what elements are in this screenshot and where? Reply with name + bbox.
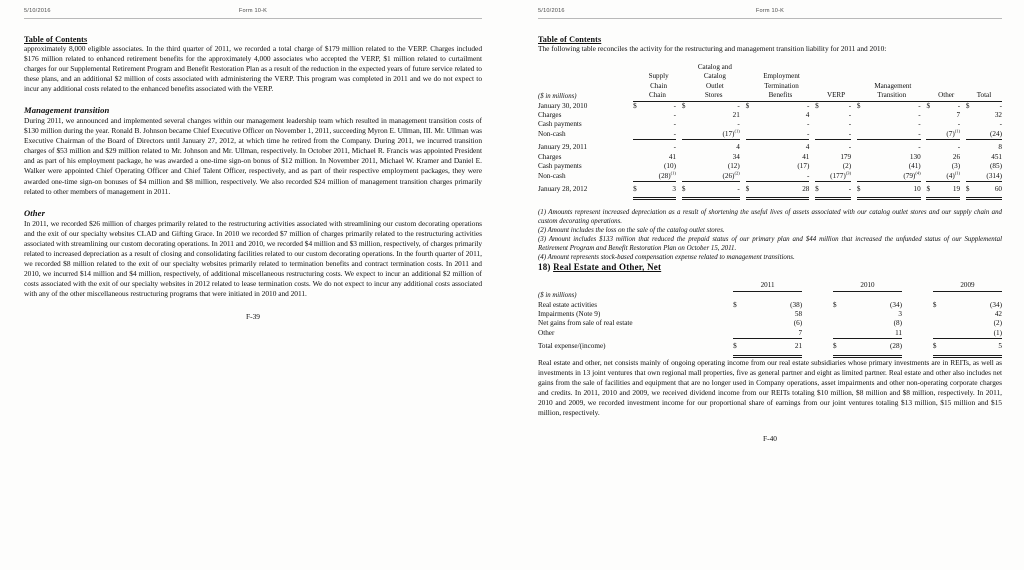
currency-symbol <box>633 153 641 162</box>
table-row <box>538 130 1002 140</box>
table-cell: (24) <box>990 129 1002 138</box>
table-cell: - <box>999 120 1002 129</box>
table-row <box>538 301 1002 310</box>
rule-gutter <box>802 352 816 357</box>
section-other <box>24 208 482 299</box>
currency-symbol <box>926 111 934 120</box>
double-rule <box>933 352 1002 357</box>
table-row <box>538 342 1002 351</box>
currency-symbol: $ <box>633 101 637 110</box>
table-cell: - <box>806 171 810 180</box>
column-gutter <box>716 319 733 328</box>
header-row-2 <box>538 72 1002 81</box>
column-gutter <box>916 329 933 339</box>
table-row <box>538 111 1002 120</box>
table-cell: - <box>848 101 852 110</box>
col-head-line: Supply <box>648 72 669 81</box>
table-row <box>538 310 1002 319</box>
currency-symbol <box>926 130 934 140</box>
table-cell: 21 <box>794 342 803 351</box>
currency-symbol: $ <box>681 184 686 193</box>
paragraph-verp: approximately 8,000 eligible associates. In the third quarter of 2011, we recorded a total charge of $179 million related to the VERP. Charges included $176 million related to enhanced retirement benefits for the approximately 4,000 associates who accepted the VERP, $1 million related to curtailment charges for our Supplemental Retirement Program and Benefit Restoration Plan as a result of the reduction in the expected years of future service related to these plans, and an additional $2 million of costs associated with administering the VERP. This program was completed in 2011 and we do not expect to incur any additional costs related to the enhanced benefits associated with the VERP. <box>24 44 482 94</box>
row-label: Total expense/(income) <box>538 342 606 351</box>
currency-symbol <box>733 329 745 339</box>
table-cell: - <box>737 101 740 110</box>
currency-symbol <box>966 120 974 129</box>
currency-symbol <box>746 111 754 120</box>
currency-symbol <box>815 111 823 120</box>
row-label: Impairments (Note 9) <box>538 310 601 319</box>
currency-symbol <box>746 172 754 182</box>
table-cell: 41 <box>668 152 677 161</box>
column-gutter <box>716 342 733 351</box>
table-cell: (8) <box>893 319 902 328</box>
currency-symbol <box>926 153 934 162</box>
table-cell: (2) <box>993 319 1002 328</box>
header-rule <box>24 18 482 19</box>
rule-row <box>538 352 1002 357</box>
table-cell: - <box>918 101 921 110</box>
currency-symbol <box>746 143 754 152</box>
currency-symbol: $ <box>815 184 819 193</box>
column-gutter <box>802 301 816 310</box>
col-head-management-transition: Transition <box>857 91 927 101</box>
table-cell: - <box>673 101 677 110</box>
section-number: 18) <box>538 262 551 273</box>
table-cell: - <box>806 129 810 138</box>
footnote-marker: (1) <box>954 128 961 134</box>
table-cell: (2) <box>842 162 852 171</box>
table-row <box>538 172 1002 182</box>
header-date: 5/10/2016 <box>24 8 51 14</box>
table-cell: (3) <box>951 162 961 171</box>
table-row <box>538 143 1002 152</box>
column-gutter <box>816 319 833 328</box>
table-cell: - <box>806 120 810 129</box>
currency-symbol <box>682 120 690 129</box>
double-rule <box>682 194 740 199</box>
currency-symbol <box>682 143 690 152</box>
paragraph-liability-table-intro: The following table reconciles the activity for the restructuring and management transition liability for 2011 and 2010: <box>538 44 887 53</box>
col-head-2010: 2010 <box>833 281 902 291</box>
currency-symbol: $ <box>856 101 861 110</box>
table-cell: - <box>918 120 921 129</box>
currency-symbol: $ <box>633 184 637 193</box>
col-head-2009: 2009 <box>933 281 1002 291</box>
currency-symbol <box>857 143 865 152</box>
table-cell: 41 <box>802 152 810 161</box>
table-row <box>538 319 1002 328</box>
col-head-line: Chain <box>650 81 668 90</box>
table-cell: 58 <box>794 310 803 319</box>
currency-symbol: $ <box>926 184 931 193</box>
currency-symbol <box>966 172 974 182</box>
currency-symbol <box>857 120 865 129</box>
table-cell: 11 <box>895 328 902 337</box>
currency-symbol <box>857 111 865 120</box>
currency-symbol: $ <box>745 184 750 193</box>
column-gutter <box>716 310 733 319</box>
currency-symbol <box>633 172 641 182</box>
table-cell: (10) <box>664 162 677 171</box>
column-gutter <box>916 319 933 328</box>
currency-symbol: $ <box>745 101 750 110</box>
table-cell: - <box>957 101 961 110</box>
page-number-right: F-40 <box>763 433 777 443</box>
column-gutter <box>802 319 816 328</box>
rule-gutter <box>902 352 916 357</box>
header-row-3 <box>538 82 1002 91</box>
currency-symbol <box>926 162 934 171</box>
table-cell: $(26)^{(2)}$ <box>722 170 740 180</box>
column-gutter <box>816 329 833 339</box>
currency-symbol: $ <box>815 101 819 110</box>
table-cell: - <box>806 101 810 110</box>
currency-symbol: $ <box>932 342 937 351</box>
real-estate-and-other-table <box>538 281 1002 357</box>
table-cell: 19 <box>952 184 961 193</box>
table-row <box>538 101 1002 111</box>
table-cell: 32 <box>994 111 1002 120</box>
table-row <box>538 185 1002 194</box>
double-rule <box>833 352 902 357</box>
double-rule <box>733 352 802 357</box>
table-cell: $(17)^{(1)}$ <box>722 128 740 138</box>
table-cell: 8 <box>998 143 1002 152</box>
table-cell: 7 <box>956 111 961 120</box>
column-gutter <box>916 342 933 351</box>
table-cell: - <box>737 120 740 129</box>
footnote-marker: (4) <box>915 170 921 176</box>
table-cell: 60 <box>994 184 1002 193</box>
currency-symbol <box>933 329 945 339</box>
col-head-catalog-outlet-stores: Stores <box>682 91 746 101</box>
table-cell: - <box>848 184 852 193</box>
double-rule <box>633 194 676 199</box>
currency-symbol <box>857 162 865 171</box>
table-cell: (34) <box>990 300 1002 309</box>
table-cell: 4 <box>736 143 740 152</box>
column-gutter <box>802 329 816 339</box>
table-cell: $(28)^{(1)}$ <box>658 170 677 180</box>
table-cell: - <box>848 129 852 138</box>
currency-symbol: $ <box>681 101 686 110</box>
units-row <box>538 291 1002 300</box>
currency-symbol <box>733 310 745 319</box>
liability-table-footnotes <box>538 208 1002 262</box>
year-header-row <box>538 281 1002 291</box>
currency-symbol: $ <box>932 300 937 309</box>
section-title: Real Estate and Other, Net <box>553 262 662 273</box>
currency-symbol <box>815 143 823 152</box>
currency-symbol: $ <box>833 300 837 309</box>
currency-symbol <box>633 111 641 120</box>
column-gutter <box>916 301 933 310</box>
table-of-contents-link-left[interactable]: Table of Contents <box>24 35 88 44</box>
table-cell: $(4)^{(1)}$ <box>946 170 961 180</box>
currency-symbol: $ <box>926 101 931 110</box>
header-row-1 <box>538 63 1002 72</box>
currency-symbol <box>682 162 690 171</box>
restructuring-liability-table-wrapper <box>538 63 1002 200</box>
table-cell: 3 <box>672 184 677 193</box>
units-label: ($ in millions) <box>538 92 577 100</box>
real-estate-table-wrapper <box>538 281 1002 357</box>
col-head-employment-termination-benefits: Benefits <box>746 91 816 101</box>
footnote-marker: (3) <box>845 170 852 176</box>
double-rule <box>746 194 810 199</box>
currency-symbol <box>966 153 974 162</box>
table-row <box>538 162 1002 171</box>
row-label: Cash payments <box>538 162 582 171</box>
currency-symbol <box>933 319 945 328</box>
column-gutter <box>816 342 833 351</box>
currency-symbol <box>746 120 754 129</box>
footnote-marker: (1) <box>734 128 740 134</box>
restructuring-liability-table <box>538 63 1002 200</box>
table-cell: (314) <box>986 171 1002 180</box>
table-cell: 42 <box>994 310 1002 319</box>
table-cell: - <box>918 129 921 138</box>
footnote: (4) Amount represents stock-based compensation expense related to management transitions. <box>538 254 795 262</box>
col-head-line: Management <box>874 81 912 90</box>
currency-symbol <box>733 319 745 328</box>
header-row-4 <box>538 91 1002 101</box>
row-label: Non-cash <box>538 172 566 181</box>
heading-other: Other <box>24 207 46 218</box>
currency-symbol <box>926 143 934 152</box>
units-label: ($ in millions) <box>538 292 577 300</box>
column-gutter <box>802 310 816 319</box>
currency-symbol <box>966 130 974 140</box>
liability-table-body <box>538 101 1002 199</box>
table-cell: (6) <box>793 319 803 328</box>
table-cell: 34 <box>732 152 740 161</box>
currency-symbol <box>833 319 845 328</box>
column-gutter <box>902 319 916 328</box>
table-row <box>538 329 1002 339</box>
rule-gutter <box>816 352 833 357</box>
currency-symbol <box>633 130 641 140</box>
table-cell: (38) <box>790 300 803 309</box>
currency-symbol <box>633 143 641 152</box>
row-label: Other <box>538 329 555 338</box>
table-cell: (34) <box>890 300 902 309</box>
header-document-title: Form 10-K <box>238 8 268 14</box>
row-label: Charges <box>538 152 562 161</box>
running-header-left <box>24 0 482 14</box>
heading-management-transition: Management transition <box>24 105 110 116</box>
page-number-left: F-39 <box>246 311 260 321</box>
currency-symbol <box>633 162 641 171</box>
table-cell: (28) <box>890 342 902 351</box>
col-head-total: Total <box>966 91 1002 101</box>
table-cell: - <box>848 111 852 120</box>
table-cell: - <box>848 120 852 129</box>
header-document-title: Form 10-K <box>755 8 785 14</box>
currency-symbol <box>815 162 823 171</box>
table-cell: 130 <box>909 152 921 161</box>
section-management-transition <box>24 105 482 196</box>
double-rule <box>815 194 851 199</box>
rule-pad <box>538 352 716 357</box>
row-label: Non-cash <box>538 130 566 139</box>
footnote: (1) Amounts represent increased depreciation as a result of shortening the useful lives of assets associated with our catalog outlet stores and our supply chain and custom decorating operations. <box>538 209 1002 226</box>
column-gutter <box>902 342 916 351</box>
table-cell: (17) <box>797 162 810 171</box>
footnote-marker: (1) <box>954 170 961 176</box>
column-gutter <box>902 310 916 319</box>
table-cell: (85) <box>990 162 1002 171</box>
footnote: (2) Amount includes the loss on the sale of the catalog outlet stores. <box>538 227 725 235</box>
column-gutter <box>802 342 816 351</box>
currency-symbol <box>746 130 754 140</box>
column-gutter <box>716 329 733 339</box>
column-gutter <box>816 310 833 319</box>
table-cell: $(79)^{(4)}$ <box>903 170 921 180</box>
currency-symbol <box>746 162 754 171</box>
currency-symbol <box>682 111 690 120</box>
header-rule <box>538 18 1002 19</box>
rule-row <box>538 194 1002 199</box>
real-estate-table-head <box>538 281 1002 300</box>
table-cell: (1) <box>993 328 1002 337</box>
currency-symbol <box>682 153 690 162</box>
double-rule <box>857 194 921 199</box>
table-cell: - <box>673 120 677 129</box>
col-head-verp: VERP <box>815 91 857 101</box>
currency-symbol <box>933 310 945 319</box>
currency-symbol <box>833 329 845 339</box>
heading-section-18 <box>538 262 1002 272</box>
col-head-line: Outlet <box>705 81 724 90</box>
table-cell: 3 <box>898 310 902 319</box>
currency-symbol <box>815 130 823 140</box>
table-cell: - <box>999 101 1002 110</box>
currency-symbol: $ <box>733 300 737 309</box>
liability-table-head <box>538 63 1002 101</box>
currency-symbol: $ <box>856 184 861 193</box>
rule-gutter <box>716 352 733 357</box>
table-cell: 21 <box>732 111 740 120</box>
col-head-supply-chain: Chain <box>633 91 682 101</box>
column-gutter <box>816 301 833 310</box>
table-cell: - <box>673 129 677 138</box>
rule-gutter <box>916 352 933 357</box>
table-of-contents-link-right[interactable]: Table of Contents <box>538 35 602 44</box>
currency-symbol <box>857 172 865 182</box>
table-row <box>538 153 1002 162</box>
table-cell: 26 <box>952 152 961 161</box>
col-head-line: Catalog and <box>697 63 732 72</box>
currency-symbol <box>815 172 823 182</box>
row-label: January 29, 2011 <box>538 143 588 152</box>
table-row <box>538 120 1002 129</box>
col-head-line: Employment <box>763 72 800 81</box>
paragraph-management-transition: During 2011, we announced and implemented several changes within our management leadership team which resulted in management transition costs of $130 million during the year. Ronald B. Johnson became Chief Executive Officer on November 1, 2011, succeeding Myron E. Ullman, III. Mr. Ullman was Executive Chairman of the Board of Directors until January 27, 2012, at which time he retired from the Company. During 2011, we incurred transition charges of $53 million and $29 million related to Mr. Johnson and Mr. Ullman, respectively. In October 2011, Michael R. Francis was appointed President and as part of his employment package, he was awarded a one-time sign-on bonus of $12 million. In November 2011, Michael W. Kramer and Daniel E. Walker were appointed Chief Operating Officer and Chief Talent Officer, respectively, and as part of their respective employment packages, they were awarded one-time sign-on bonuses of $4 million and $8 million, respectively. We also recorded $24 million of management transition charges primarily related to other members of management in 2011. <box>24 116 482 196</box>
column-gutter <box>902 329 916 339</box>
col-head-line: Termination <box>764 81 799 90</box>
table-cell: - <box>673 111 677 120</box>
currency-symbol <box>682 130 690 140</box>
paragraph-other: In 2011, we recorded $26 million of charges primarily related to the restructuring activities associated with streamlining our custom decorating operations and the exit of our specialty websites CLAD and Gifting Grace. In 2010 we recorded $7 million of charges primarily related to the restructuring activities associated with streamlining our custom decorating operations. In 2011 and 2010, we recorded $4 million and $3 million, respectively, of charges primarily related to increased depreciation as a result of closing and consolidating facilities related to our custom decorating operations. In the fourth quarter of 2011, we recorded $8 million related to the exit of our specialty websites primarily related to termination benefits and contract termination costs. In 2011 and 2010, we incurred $14 million and $4 million, respectively, of additional miscellaneous restructuring costs. We expect to incur an additional $2 million of costs associated with the exit of our specialty websites in 2012 related to lease termination costs. We do not expect to incur any additional costs associated with any of the other miscellaneous restructuring programs that were initiated in 2010 and 2011. <box>24 218 482 298</box>
row-label: Net gains from sale of real estate <box>538 319 633 328</box>
currency-symbol <box>746 153 754 162</box>
real-estate-table-body <box>538 301 1002 357</box>
currency-symbol <box>633 120 641 129</box>
table-cell: - <box>918 111 921 120</box>
table-cell: 179 <box>840 152 852 161</box>
table-cell: 7 <box>798 328 803 337</box>
currency-symbol: $ <box>733 342 737 351</box>
table-cell: 4 <box>805 111 810 120</box>
header-date: 5/10/2016 <box>538 8 565 14</box>
paragraph-real-estate-closing: Real estate and other, net consists mainly of ongoing operating income from our real estate subsidiaries whose primary investments are in REITs, as well as investments in 13 joint ventures that own regional mall properties, five as general partner and eight as limited partner. Real estate and other also includes net gains from the sale of facilities and equipment that are no longer used in Company operations, asset impairments and other non-operating corporate charges and credits. In 2011, 2010 and 2009, we received dividend income from our REITs totaling $10 million, $8 million and $8 million, respectively. In 2011, 2010 and 2009, we recorded investment income for our proportional share of earnings from our joint ventures totaling $13 million, $15 million and $15 million, respectively. <box>538 357 1002 417</box>
table-cell: - <box>957 120 961 129</box>
row-label: January 28, 2012 <box>538 184 588 193</box>
col-head-other: Other <box>926 91 965 101</box>
table-cell: $(7)^{(1)}$ <box>946 128 961 138</box>
currency-symbol <box>966 162 974 171</box>
table-cell: 5 <box>998 342 1002 351</box>
currency-symbol <box>926 172 934 182</box>
currency-symbol: $ <box>833 342 837 351</box>
row-label: Charges <box>538 111 562 120</box>
currency-symbol <box>857 130 865 140</box>
table-cell: 451 <box>991 152 1002 161</box>
currency-symbol <box>833 310 845 319</box>
column-gutter <box>902 301 916 310</box>
column-gutter <box>716 301 733 310</box>
currency-symbol <box>815 120 823 129</box>
table-cell: - <box>918 143 921 152</box>
row-label: January 30, 2010 <box>538 101 588 110</box>
currency-symbol <box>815 153 823 162</box>
rule-pad <box>538 194 633 199</box>
table-cell: 4 <box>805 143 810 152</box>
currency-symbol: $ <box>965 184 970 193</box>
currency-symbol <box>926 120 934 129</box>
table-cell: $(177)^{(3)}$ <box>830 170 852 180</box>
row-label: Real estate activities <box>538 300 598 309</box>
table-cell: - <box>848 143 852 152</box>
row-label: Cash payments <box>538 120 582 129</box>
table-cell: (12) <box>727 162 740 171</box>
page-right <box>512 0 1024 570</box>
table-cell: - <box>737 184 740 193</box>
table-cell: (41) <box>908 162 921 171</box>
currency-symbol <box>966 111 974 120</box>
footnote: (3) Amount includes $133 million that reduced the prepaid status of our primary plan and $44 million that increased the unfunded status of our Supplemental Retirement Program and Benefit Restoration Plan on October 15, 2011. <box>538 236 1002 253</box>
currency-symbol: $ <box>965 101 970 110</box>
table-cell: - <box>957 143 961 152</box>
running-header-right <box>538 0 1002 14</box>
column-gutter <box>916 310 933 319</box>
table-cell: 28 <box>802 184 810 193</box>
col-head-line: Catalog <box>703 72 726 81</box>
double-rule <box>966 194 1002 199</box>
currency-symbol <box>682 172 690 182</box>
col-head-2011: 2011 <box>733 281 802 291</box>
footnote-marker: (2) <box>734 170 740 176</box>
double-rule <box>926 194 960 199</box>
footnote-marker: (1) <box>670 170 677 176</box>
currency-symbol <box>966 143 974 152</box>
table-cell: - <box>673 143 677 152</box>
table-cell: 10 <box>913 184 921 193</box>
currency-symbol <box>857 153 865 162</box>
